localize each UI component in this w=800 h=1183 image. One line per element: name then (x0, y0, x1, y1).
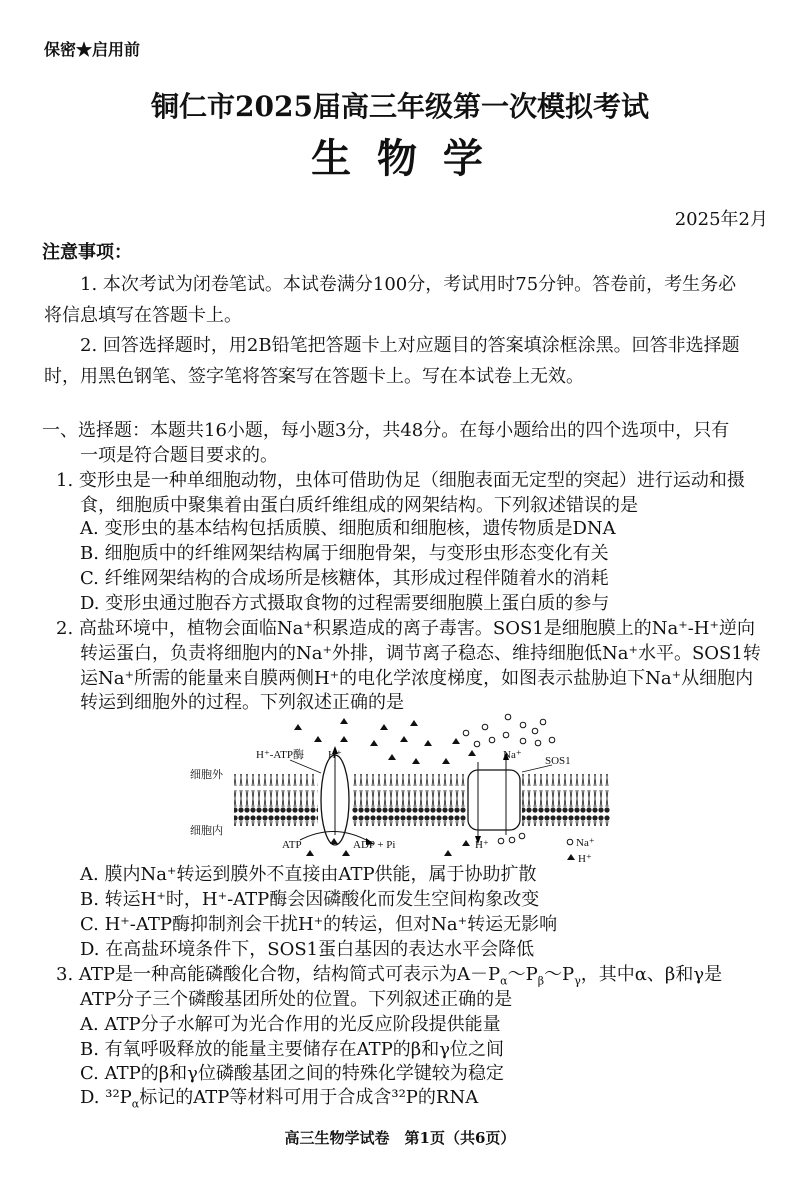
legend-na: Na⁺ (576, 837, 595, 849)
page-footer: 高三生物学试卷 第1页（共6页） (284, 1129, 516, 1147)
q1-option-d: D. 变形虫通过胞吞方式摄取食物的过程需要细胞膜上蛋白质的参与 (80, 593, 610, 614)
sos1-transporter (468, 770, 520, 830)
q2-option-b: B. 转运H⁺时，H⁺-ATP酶会因磷酸化而发生空间构象改变 (80, 889, 540, 910)
exam-date: 2025年2月 (674, 209, 768, 230)
q3-option-c: C. ATP的β和γ位磷酸基团之间的特殊化学键较为稳定 (80, 1063, 504, 1084)
q2-stem: 运Na⁺所需的能量来自膜两侧H⁺的电化学浓度梯度，如图表示盐胁迫下Na⁺从细胞内 (80, 668, 754, 689)
q2-stem: 转运蛋白，负责将细胞内的Na⁺外排，调节离子稳态、维持细胞低Na⁺水平。SOS1转 (80, 643, 761, 664)
q2-stem: 转运到细胞外的过程。下列叙述正确的是 (80, 692, 404, 713)
q3-stem: 3. ATP是一种高能磷酸化合物，结构简式可表示为$A-P_\alpha\sim P_\beta\sim P_\gamma$，其中α、β和γ是 (56, 964, 723, 988)
section-heading: 一项是符合题目要求的。 (80, 445, 278, 466)
q1-option-c: C. 纤维网架结构的合成场所是核糖体，其形成过程伴随着水的消耗 (80, 568, 609, 589)
q1-option-a: A. 变形虫的基本结构包括质膜、细胞质和细胞核，遗传物质是DNA (80, 518, 616, 539)
q1-stem: 1. 变形虫是一种单细胞动物，虫体可借助伪足（细胞表面无定型的突起）进行运动和摄 (56, 470, 745, 491)
q1-stem: 食，细胞质中聚集着由蛋白质纤维组成的网架结构。下列叙述错误的是 (80, 495, 638, 516)
q2-option-a: A. 膜内Na⁺转运到膜外不直接由ATP供能，属于协助扩散 (80, 864, 537, 885)
outside-label: 细胞外 (190, 769, 223, 781)
section-heading: 一、选择题：本题共16小题，每小题3分，共48分。在每小题给出的四个选项中，只有 (42, 420, 730, 441)
inside-label: 细胞内 (190, 825, 223, 837)
q2-option-c: C. H⁺-ATP酶抑制剂会干扰H⁺的转运，但对Na⁺转运无影响 (80, 914, 558, 935)
adp-pi-label: ADP + Pi (353, 839, 396, 851)
q3-stem: ATP分子三个磷酸基团所处的位置。下列叙述正确的是 (80, 989, 513, 1010)
notice-line: 时，用黑色钢笔、签字笔将答案写在答题卡上。写在本试卷上无效。 (44, 366, 584, 387)
notice-heading: 注意事项： (42, 242, 132, 263)
q3-option-b: B. 有氧呼吸释放的能量主要储存在ATP的β和γ位之间 (80, 1039, 504, 1060)
q2-option-d: D. 在高盐环境条件下，SOS1蛋白基因的表达水平会降低 (80, 939, 535, 960)
subject-title: 生 物 学 (311, 135, 489, 182)
h-top-label: H⁺ (328, 749, 342, 761)
legend-h: H⁺ (578, 853, 592, 865)
q3-option-d: D. $^{32}P_\alpha$标记的ATP等材料可用于合成含³²P的RNA (80, 1087, 479, 1111)
notice-line: 将信息填写在答题卡上。 (44, 305, 242, 326)
sos1-label: SOS1 (545, 755, 571, 767)
notice-line: 2. 回答选择题时，用2B铅笔把答题卡上对应题目的答案填涂框涂黑。回答非选择题 (80, 335, 740, 356)
q3-option-a: A. ATP分子水解可为光合作用的光反应阶段提供能量 (80, 1014, 501, 1035)
q2-stem: 2. 高盐环境中，植物会面临Na⁺积累造成的离子毒害。SOS1是细胞膜上的Na⁺-H⁺逆向 (56, 618, 756, 639)
sos1-membrane-diagram (190, 710, 610, 870)
notice-line: 1. 本次考试为闭卷笔试。本试卷满分100分，考试用时75分钟。答卷前，考生务必 (80, 274, 737, 295)
atp-label: ATP (282, 839, 302, 851)
lipid-bilayer (234, 774, 610, 826)
confidential-label: 保密★启用前 (44, 40, 141, 59)
h-bottom-label: H⁺ (475, 839, 489, 851)
h-atpase-label: H⁺-ATP酶 (256, 749, 304, 761)
exam-title: 铜仁市2025届高三年级第一次模拟考试 (151, 90, 649, 123)
na-top-label: Na⁺ (503, 749, 522, 761)
q1-option-b: B. 细胞质中的纤维网架结构属于细胞骨架，与变形虫形态变化有关 (80, 543, 609, 564)
